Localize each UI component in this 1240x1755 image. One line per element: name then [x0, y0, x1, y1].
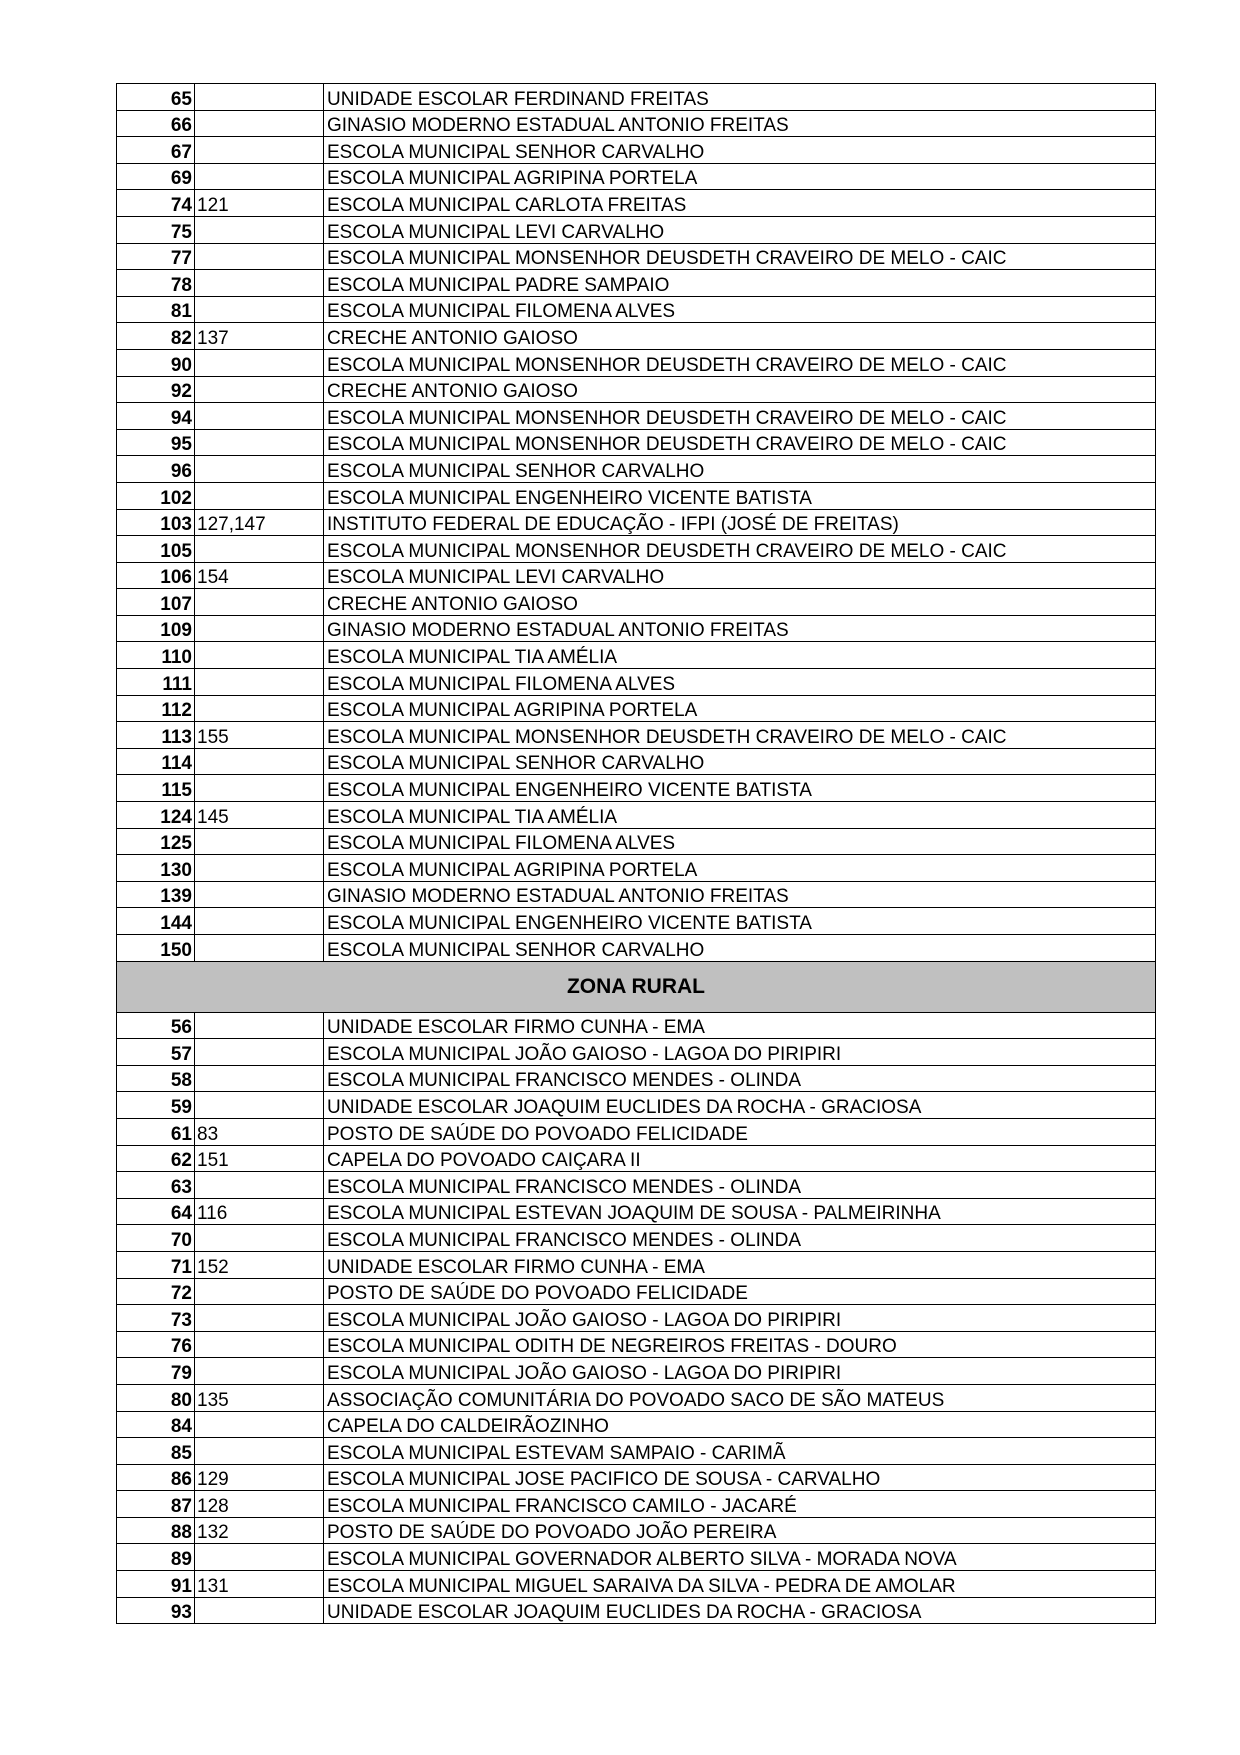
- cell-extra-sections: [195, 669, 324, 696]
- table-row: [117, 110, 1156, 137]
- table-row: [117, 1278, 1156, 1305]
- cell-extra-sections: [195, 1358, 324, 1385]
- table-row: [117, 695, 1156, 722]
- cell-extra-sections: [195, 403, 324, 430]
- cell-section-number: 113: [117, 722, 195, 749]
- cell-location-name: GINASIO MODERNO ESTADUAL ANTONIO FREITAS: [324, 110, 1156, 137]
- cell-section-number: 56: [117, 1012, 195, 1039]
- cell-extra-sections: 116: [195, 1198, 324, 1225]
- cell-section-number: 94: [117, 403, 195, 430]
- cell-section-number: 106: [117, 562, 195, 589]
- cell-extra-sections: [195, 84, 324, 111]
- cell-extra-sections: [195, 1225, 324, 1252]
- table-row: [117, 376, 1156, 403]
- table-row: [117, 163, 1156, 190]
- cell-extra-sections: [195, 456, 324, 483]
- cell-location-name: CAPELA DO POVOADO CAIÇARA II: [324, 1145, 1156, 1172]
- table-row: [117, 1092, 1156, 1119]
- table-row: [117, 482, 1156, 509]
- cell-extra-sections: 127,147: [195, 509, 324, 536]
- cell-location-name: ESCOLA MUNICIPAL TIA AMÉLIA: [324, 642, 1156, 669]
- cell-location-name: UNIDADE ESCOLAR FIRMO CUNHA - EMA: [324, 1012, 1156, 1039]
- cell-section-number: 125: [117, 828, 195, 855]
- table-row: [117, 84, 1156, 111]
- cell-section-number: 90: [117, 349, 195, 376]
- table-row: [117, 802, 1156, 829]
- cell-extra-sections: [195, 1305, 324, 1332]
- cell-section-number: 102: [117, 482, 195, 509]
- table-row: [117, 1517, 1156, 1544]
- cell-extra-sections: [195, 163, 324, 190]
- cell-section-number: 130: [117, 855, 195, 882]
- cell-extra-sections: [195, 855, 324, 882]
- table-row: [117, 1491, 1156, 1518]
- cell-section-number: 79: [117, 1358, 195, 1385]
- table-row: [117, 1305, 1156, 1332]
- cell-section-number: 93: [117, 1597, 195, 1624]
- cell-section-number: 67: [117, 137, 195, 164]
- table-row: [117, 562, 1156, 589]
- table-row: [117, 429, 1156, 456]
- cell-location-name: ESCOLA MUNICIPAL MONSENHOR DEUSDETH CRAVEIRO DE MELO - CAIC: [324, 403, 1156, 430]
- cell-extra-sections: [195, 881, 324, 908]
- cell-location-name: CRECHE ANTONIO GAIOSO: [324, 376, 1156, 403]
- cell-extra-sections: [195, 482, 324, 509]
- cell-section-number: 139: [117, 881, 195, 908]
- cell-location-name: ESCOLA MUNICIPAL ESTEVAM SAMPAIO - CARIMÃ: [324, 1438, 1156, 1465]
- cell-extra-sections: 135: [195, 1384, 324, 1411]
- polling-locations-table: [116, 83, 1156, 1624]
- cell-section-number: 111: [117, 669, 195, 696]
- cell-location-name: ESCOLA MUNICIPAL SENHOR CARVALHO: [324, 137, 1156, 164]
- cell-section-number: 80: [117, 1384, 195, 1411]
- table-row: [117, 323, 1156, 350]
- cell-location-name: ESCOLA MUNICIPAL ENGENHEIRO VICENTE BATISTA: [324, 775, 1156, 802]
- cell-section-number: 105: [117, 536, 195, 563]
- cell-section-number: 92: [117, 376, 195, 403]
- cell-extra-sections: [195, 695, 324, 722]
- cell-extra-sections: [195, 1331, 324, 1358]
- cell-extra-sections: [195, 376, 324, 403]
- urban-rows: [117, 84, 1156, 962]
- cell-extra-sections: [195, 589, 324, 616]
- cell-section-number: 85: [117, 1438, 195, 1465]
- cell-location-name: ESCOLA MUNICIPAL AGRIPINA PORTELA: [324, 695, 1156, 722]
- rural-section-header: [117, 961, 1156, 1012]
- cell-section-number: 112: [117, 695, 195, 722]
- rural-rows: [117, 1012, 1156, 1624]
- cell-location-name: ESCOLA MUNICIPAL ENGENHEIRO VICENTE BATISTA: [324, 908, 1156, 935]
- cell-section-number: 115: [117, 775, 195, 802]
- cell-extra-sections: [195, 1012, 324, 1039]
- cell-location-name: ESCOLA MUNICIPAL MONSENHOR DEUSDETH CRAVEIRO DE MELO - CAIC: [324, 349, 1156, 376]
- cell-section-number: 64: [117, 1198, 195, 1225]
- cell-location-name: ESCOLA MUNICIPAL JOÃO GAIOSO - LAGOA DO PIRIPIRI: [324, 1358, 1156, 1385]
- cell-location-name: ESCOLA MUNICIPAL LEVI CARVALHO: [324, 216, 1156, 243]
- cell-extra-sections: 129: [195, 1464, 324, 1491]
- cell-location-name: ESCOLA MUNICIPAL MONSENHOR DEUSDETH CRAVEIRO DE MELO - CAIC: [324, 536, 1156, 563]
- cell-location-name: ESCOLA MUNICIPAL ESTEVAN JOAQUIM DE SOUSA - PALMEIRINHA: [324, 1198, 1156, 1225]
- table-row: [117, 270, 1156, 297]
- table-row: [117, 615, 1156, 642]
- cell-extra-sections: 151: [195, 1145, 324, 1172]
- cell-section-number: 150: [117, 935, 195, 962]
- cell-location-name: INSTITUTO FEDERAL DE EDUCAÇÃO - IFPI (JOSÉ DE FREITAS): [324, 509, 1156, 536]
- table-row: [117, 1145, 1156, 1172]
- cell-extra-sections: [195, 1278, 324, 1305]
- cell-section-number: 74: [117, 190, 195, 217]
- cell-location-name: ESCOLA MUNICIPAL SENHOR CARVALHO: [324, 456, 1156, 483]
- cell-location-name: UNIDADE ESCOLAR FIRMO CUNHA - EMA: [324, 1251, 1156, 1278]
- table-row: [117, 1172, 1156, 1199]
- cell-extra-sections: 121: [195, 190, 324, 217]
- cell-location-name: ESCOLA MUNICIPAL FILOMENA ALVES: [324, 828, 1156, 855]
- cell-section-number: 66: [117, 110, 195, 137]
- cell-location-name: CRECHE ANTONIO GAIOSO: [324, 589, 1156, 616]
- cell-location-name: ESCOLA MUNICIPAL ODITH DE NEGREIROS FREITAS - DOURO: [324, 1331, 1156, 1358]
- cell-section-number: 114: [117, 748, 195, 775]
- table-row: [117, 1411, 1156, 1438]
- cell-extra-sections: 131: [195, 1571, 324, 1598]
- cell-location-name: ASSOCIAÇÃO COMUNITÁRIA DO POVOADO SACO DE SÃO MATEUS: [324, 1384, 1156, 1411]
- cell-location-name: ESCOLA MUNICIPAL GOVERNADOR ALBERTO SILVA - MORADA NOVA: [324, 1544, 1156, 1571]
- cell-location-name: ESCOLA MUNICIPAL LEVI CARVALHO: [324, 562, 1156, 589]
- cell-extra-sections: [195, 748, 324, 775]
- table-row: [117, 1065, 1156, 1092]
- cell-section-number: 59: [117, 1092, 195, 1119]
- cell-extra-sections: [195, 642, 324, 669]
- cell-section-number: 76: [117, 1331, 195, 1358]
- cell-location-name: ESCOLA MUNICIPAL MONSENHOR DEUSDETH CRAVEIRO DE MELO - CAIC: [324, 429, 1156, 456]
- table-row: [117, 881, 1156, 908]
- table-row: [117, 642, 1156, 669]
- table-row: [117, 1225, 1156, 1252]
- cell-extra-sections: [195, 1438, 324, 1465]
- table-row: [117, 403, 1156, 430]
- cell-location-name: ESCOLA MUNICIPAL FRANCISCO MENDES - OLINDA: [324, 1172, 1156, 1199]
- cell-extra-sections: [195, 1039, 324, 1066]
- cell-location-name: ESCOLA MUNICIPAL FRANCISCO MENDES - OLINDA: [324, 1065, 1156, 1092]
- cell-extra-sections: [195, 828, 324, 855]
- table-row: [117, 1118, 1156, 1145]
- cell-extra-sections: 132: [195, 1517, 324, 1544]
- table-row: [117, 296, 1156, 323]
- table-row: [117, 1384, 1156, 1411]
- cell-section-number: 71: [117, 1251, 195, 1278]
- cell-location-name: ESCOLA MUNICIPAL FRANCISCO MENDES - OLINDA: [324, 1225, 1156, 1252]
- cell-extra-sections: [195, 270, 324, 297]
- cell-extra-sections: [195, 908, 324, 935]
- cell-section-number: 87: [117, 1491, 195, 1518]
- cell-extra-sections: 154: [195, 562, 324, 589]
- cell-section-number: 81: [117, 296, 195, 323]
- table-row: [117, 1438, 1156, 1465]
- cell-location-name: ESCOLA MUNICIPAL CARLOTA FREITAS: [324, 190, 1156, 217]
- table-row: [117, 908, 1156, 935]
- table-row: [117, 536, 1156, 563]
- table-row: [117, 1571, 1156, 1598]
- cell-location-name: UNIDADE ESCOLAR JOAQUIM EUCLIDES DA ROCHA - GRACIOSA: [324, 1092, 1156, 1119]
- cell-location-name: CAPELA DO CALDEIRÃOZINHO: [324, 1411, 1156, 1438]
- cell-location-name: ESCOLA MUNICIPAL TIA AMÉLIA: [324, 802, 1156, 829]
- cell-extra-sections: [195, 615, 324, 642]
- cell-extra-sections: [195, 1544, 324, 1571]
- cell-section-number: 103: [117, 509, 195, 536]
- cell-location-name: ESCOLA MUNICIPAL FRANCISCO CAMILO - JACARÉ: [324, 1491, 1156, 1518]
- cell-location-name: UNIDADE ESCOLAR FERDINAND FREITAS: [324, 84, 1156, 111]
- cell-extra-sections: 128: [195, 1491, 324, 1518]
- table-row: [117, 190, 1156, 217]
- cell-extra-sections: [195, 137, 324, 164]
- cell-section-number: 84: [117, 1411, 195, 1438]
- cell-section-number: 91: [117, 1571, 195, 1598]
- cell-section-number: 82: [117, 323, 195, 350]
- cell-section-number: 78: [117, 270, 195, 297]
- cell-location-name: ESCOLA MUNICIPAL FILOMENA ALVES: [324, 296, 1156, 323]
- table-row: [117, 1039, 1156, 1066]
- cell-extra-sections: [195, 429, 324, 456]
- table-row: [117, 243, 1156, 270]
- cell-extra-sections: [195, 110, 324, 137]
- cell-section-number: 63: [117, 1172, 195, 1199]
- cell-extra-sections: 137: [195, 323, 324, 350]
- cell-location-name: ESCOLA MUNICIPAL AGRIPINA PORTELA: [324, 855, 1156, 882]
- cell-extra-sections: [195, 935, 324, 962]
- cell-section-number: 89: [117, 1544, 195, 1571]
- cell-section-number: 144: [117, 908, 195, 935]
- cell-location-name: ESCOLA MUNICIPAL SENHOR CARVALHO: [324, 748, 1156, 775]
- cell-extra-sections: [195, 536, 324, 563]
- table-row: [117, 1012, 1156, 1039]
- cell-location-name: ESCOLA MUNICIPAL FILOMENA ALVES: [324, 669, 1156, 696]
- cell-section-number: 96: [117, 456, 195, 483]
- cell-location-name: ESCOLA MUNICIPAL MONSENHOR DEUSDETH CRAVEIRO DE MELO - CAIC: [324, 243, 1156, 270]
- table-row: [117, 456, 1156, 483]
- table-row: [117, 137, 1156, 164]
- cell-extra-sections: [195, 775, 324, 802]
- cell-section-number: 62: [117, 1145, 195, 1172]
- cell-location-name: ESCOLA MUNICIPAL ENGENHEIRO VICENTE BATISTA: [324, 482, 1156, 509]
- cell-extra-sections: 155: [195, 722, 324, 749]
- cell-location-name: POSTO DE SAÚDE DO POVOADO FELICIDADE: [324, 1118, 1156, 1145]
- cell-extra-sections: 145: [195, 802, 324, 829]
- cell-location-name: ESCOLA MUNICIPAL MONSENHOR DEUSDETH CRAVEIRO DE MELO - CAIC: [324, 722, 1156, 749]
- cell-extra-sections: [195, 1597, 324, 1624]
- table-row: [117, 722, 1156, 749]
- table-row: [117, 1597, 1156, 1624]
- cell-location-name: ESCOLA MUNICIPAL AGRIPINA PORTELA: [324, 163, 1156, 190]
- table-row: [117, 669, 1156, 696]
- table-row: [117, 349, 1156, 376]
- cell-location-name: POSTO DE SAÚDE DO POVOADO JOÃO PEREIRA: [324, 1517, 1156, 1544]
- cell-location-name: ESCOLA MUNICIPAL MIGUEL SARAIVA DA SILVA - PEDRA DE AMOLAR: [324, 1571, 1156, 1598]
- cell-section-number: 58: [117, 1065, 195, 1092]
- cell-extra-sections: [195, 1411, 324, 1438]
- table-row: [117, 1358, 1156, 1385]
- section-header-zona-rural: ZONA RURAL: [117, 961, 1156, 1012]
- cell-extra-sections: [195, 1172, 324, 1199]
- cell-extra-sections: [195, 1092, 324, 1119]
- table-row: [117, 1464, 1156, 1491]
- cell-section-number: 73: [117, 1305, 195, 1332]
- cell-extra-sections: [195, 349, 324, 376]
- section-header-row: [117, 961, 1156, 1012]
- cell-extra-sections: [195, 243, 324, 270]
- cell-location-name: ESCOLA MUNICIPAL JOÃO GAIOSO - LAGOA DO PIRIPIRI: [324, 1305, 1156, 1332]
- cell-section-number: 109: [117, 615, 195, 642]
- cell-section-number: 65: [117, 84, 195, 111]
- table-row: [117, 1544, 1156, 1571]
- cell-extra-sections: [195, 296, 324, 323]
- cell-section-number: 124: [117, 802, 195, 829]
- cell-location-name: ESCOLA MUNICIPAL SENHOR CARVALHO: [324, 935, 1156, 962]
- table-row: [117, 1198, 1156, 1225]
- cell-location-name: ESCOLA MUNICIPAL JOSE PACIFICO DE SOUSA - CARVALHO: [324, 1464, 1156, 1491]
- cell-section-number: 77: [117, 243, 195, 270]
- cell-section-number: 110: [117, 642, 195, 669]
- table-row: [117, 1331, 1156, 1358]
- table-row: [117, 1251, 1156, 1278]
- table-row: [117, 216, 1156, 243]
- cell-location-name: ESCOLA MUNICIPAL PADRE SAMPAIO: [324, 270, 1156, 297]
- cell-section-number: 61: [117, 1118, 195, 1145]
- cell-section-number: 88: [117, 1517, 195, 1544]
- table-row: [117, 828, 1156, 855]
- cell-extra-sections: 152: [195, 1251, 324, 1278]
- table-row: [117, 775, 1156, 802]
- table-row: [117, 855, 1156, 882]
- table-row: [117, 509, 1156, 536]
- cell-section-number: 95: [117, 429, 195, 456]
- cell-location-name: POSTO DE SAÚDE DO POVOADO FELICIDADE: [324, 1278, 1156, 1305]
- cell-location-name: CRECHE ANTONIO GAIOSO: [324, 323, 1156, 350]
- cell-extra-sections: [195, 216, 324, 243]
- table-row: [117, 589, 1156, 616]
- cell-section-number: 69: [117, 163, 195, 190]
- cell-location-name: GINASIO MODERNO ESTADUAL ANTONIO FREITAS: [324, 615, 1156, 642]
- table-row: [117, 748, 1156, 775]
- cell-extra-sections: [195, 1065, 324, 1092]
- cell-location-name: UNIDADE ESCOLAR JOAQUIM EUCLIDES DA ROCHA - GRACIOSA: [324, 1597, 1156, 1624]
- cell-extra-sections: 83: [195, 1118, 324, 1145]
- cell-section-number: 86: [117, 1464, 195, 1491]
- cell-section-number: 75: [117, 216, 195, 243]
- cell-location-name: GINASIO MODERNO ESTADUAL ANTONIO FREITAS: [324, 881, 1156, 908]
- cell-section-number: 57: [117, 1039, 195, 1066]
- cell-location-name: ESCOLA MUNICIPAL JOÃO GAIOSO - LAGOA DO PIRIPIRI: [324, 1039, 1156, 1066]
- cell-section-number: 70: [117, 1225, 195, 1252]
- cell-section-number: 72: [117, 1278, 195, 1305]
- table-row: [117, 935, 1156, 962]
- cell-section-number: 107: [117, 589, 195, 616]
